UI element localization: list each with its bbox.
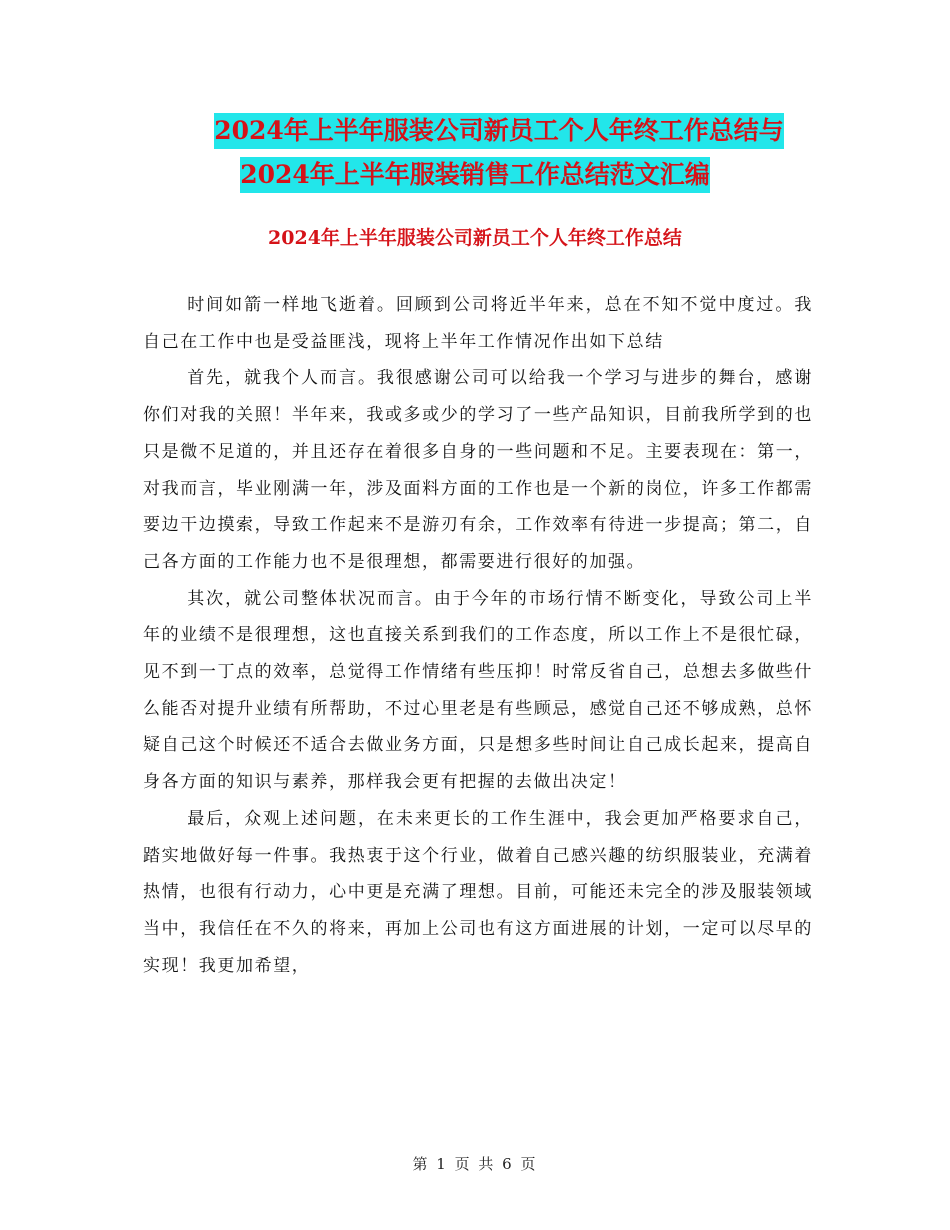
- paragraph-1: 时间如箭一样地飞逝着。回顾到公司将近半年来，总在不知不觉中度过。我自己在工作中也是受益匪浅，现将上半年工作情况作出如下总结: [143, 295, 813, 352]
- paragraph-4: 最后，众观上述问题，在未来更长的工作生涯中，我会更加严格要求自己，踏实地做好每一件事。我热衷于这个行业，做着自己感兴趣的纺织服装业，充满着热情，也很有行动力，心中更是充满了理想。目前，可能还未完全的涉及服装领域当中，我信任在不久的将来，再加上公司也有这方面进展的计划，一定可以尽早的实现！我更加希望，: [143, 808, 813, 976]
- page-footer: 第 1 页 共 6 页: [412, 1155, 538, 1173]
- document-title-line-2: [0, 156, 950, 194]
- section-heading: 2024年上半年服装公司新员工个人年终工作总结: [268, 227, 682, 249]
- title-highlight-1: 2024年上半年服装公司新员工个人年终工作总结与: [214, 113, 784, 149]
- document-body: [143, 287, 813, 984]
- title-highlight-2: 2024年上半年服装销售工作总结范文汇编: [240, 157, 710, 193]
- paragraph-3: 其次，就公司整体状况而言。由于今年的市场行情不断变化，导致公司上半年的业绩不是很理想，这也直接关系到我们的工作态度，所以工作上不是很忙碌，见不到一丁点的效率，总觉得工作情绪有些压抑！时常反省自己，总想去多做些什么能否对提升业绩有所帮助，不过心里老是有些顾忌，感觉自己还不够成熟，总怀疑自己这个时候还不适合去做业务方面，只是想多些时间让自己成长起来，提高自身各方面的知识与素养，那样我会更有把握的去做出决定！: [143, 588, 813, 793]
- document-title-line-1: [24, 112, 950, 150]
- paragraph-2: 首先，就我个人而言。我很感谢公司可以给我一个学习与进步的舞台，感谢你们对我的关照！半年来，我或多或少的学习了一些产品知识，目前我所学到的也只是微不足道的，并且还存在着很多自身的一些问题和不足。主要表现在：第一，对我而言，毕业刚满一年，涉及面料方面的工作也是一个新的岗位，许多工作都需要边干边摸索，导致工作起来不是游刃有余，工作效率有待进一步提高；第二，自己各方面的工作能力也不是很理想，都需要进行很好的加强。: [143, 368, 813, 572]
